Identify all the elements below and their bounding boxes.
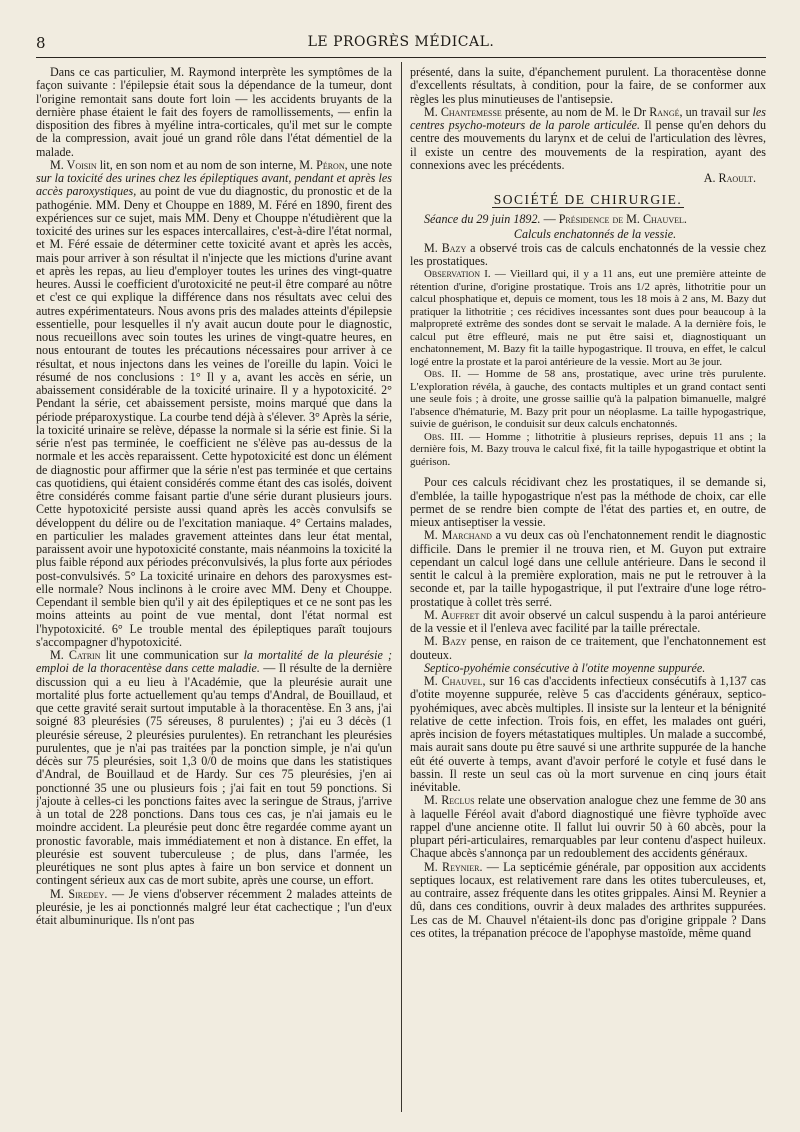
subtitle-calculs: Calculs enchatonnés de la vessie. (513, 226, 677, 241)
observation-2: Obs. II. — Homme de 58 ans, prostatique, avec urine très purulente. L'exploration révéla, à gauche, des contacts multiples et un grand contact senti une seule fois ; à droite, une grosse saillie qu'à la palpation bimanuelle, malgré l'absence d'hématurie, M. Bazy prit pour un néoplasme. La taille hypogastrique, suivie de guérison, le conduisit sur deux calculs enchatonnés. (410, 368, 766, 431)
author-range: Rangé (649, 104, 680, 119)
paragraph-reynier: M. Reynier. — La septicémie générale, par opposition aux accidents septiques locaux, est relativement rare dans les otites tuberculeuses, et, au contraire, assez fréquente dans les otites grippales. Ainsi M. Reynier a dû, dans ces conditions, ouvrir à deux malades des arthrites suppurées. Les cas de M. Chauvel n'étaient-ils donc pas d'origine grippale ? Dans ces otites, la trépanation précoce de l'apophyse mastoïde, même quand (410, 859, 766, 940)
session-line: Séance du 29 juin 1892. — Présidence de M. Chauvel. (424, 212, 687, 227)
observation-1: Observation I. — Vieillard qui, il y a 11 ans, eut une première atteinte de rétention d'urine, d'origine prostatique. Trois ans 1/2 après, lithotritie pour un calcul phosphatique et, depuis ce moment, tous les 18 mois à 2 ans, M. Bazy dut pratiquer la lithotritie ; ces récidives incessantes sont dues pour beaucoup à la malpropreté extrême des sondes dont se servait le malade. A la dernière fois, le calcul put être effleuré, mais ne put être saisi et, diagnostiquant un enchatonnement, M. Bazy fit la taille hypogastrique. Il trouva, en effet, le calcul logé entre la prostate et la paroi antérieure de la vessie. Mort au 3e jour. (410, 268, 766, 368)
page-header (36, 34, 766, 56)
paragraph-auffret: M. Auffret dit avoir observé un calcul suspendu à la paroi antérieure de la vessie et il l'enleva avec facilité par la taille prérectale. (410, 607, 766, 635)
paragraph-continuation: présenté, dans la suite, d'épanchement purulent. La thoracentèse donne d'excellents résultats, à condition, pour la faire, de se conformer aux règles les plus minutieuses de l'antisepsie. (410, 66, 766, 106)
paragraph-chauvel: M. Chauvel, sur 16 cas d'accidents infectieux consécutifs à 1,137 cas d'otite moyenne suppurée, relève 5 cas d'accidents généraux, septico-pyohémiques, avec abcès multiples. Il insiste sur la lenteur et la bénignité relative de cette infection. Trois fois, en effet, les malades ont guéri, après incision de foyers métastatiques multiples. Un malade a succombé, mais aurait sans doute pu être sauvé si une arthrite suppurée de la hanche eût été ouverte à temps, avant d'avoir perforé le cotyle et fusé dans le bassin. Il reste un seul cas où la mort survenue en cinq jours était inévitable. (410, 674, 766, 794)
running-title: LE PROGRÈS MÉDICAL. (307, 34, 495, 50)
author-chantemesse: M. Chantemesse (424, 104, 502, 119)
author-bazy: M. Bazy (424, 240, 467, 255)
paragraph-marchand: M. Marchand a vu deux cas où l'enchatonnement rendit le diagnostic difficile. Dans le premier il ne trouva rien, et M. Guyon put extraire cependant un calcul logé dans une cellule antérieure. Dans le second il sentit le calcul à la première exploration, mais ne put le retrouver à la seconde et, par la taille hypogastrique, il put l'extraire d'une loge rétro-prostatique à collet très serré. (410, 528, 766, 609)
paragraph-reclus: M. Reclus relate une observation analogue chez une femme de 30 ans à laquelle Féréol avait d'abord diagnostiqué une fièvre typhoïde avec rappel d'une ancienne otite. Il fallut lui ouvrir 50 à 60 abcès, pour la plupart péri-articulaires, remarquables par leur contenu d'aspect huileux. Chaque abcès s'annonça par un redoublement des accidents généraux. (410, 793, 766, 861)
observation-3: Obs. III. — Homme ; lithotritie à plusieurs reprises, depuis 11 ans ; la dernière fois, M. Bazy trouva le calcul fixé, fit la taille hypogastrique et obtint la guérison. (410, 430, 766, 468)
right-column (410, 66, 766, 1116)
author-reclus: M. Reclus (424, 793, 475, 808)
author-catrin: M. Catrin (50, 648, 101, 662)
paragraph-chantemesse: M. Chantemesse présente, au nom de M. le Dr Rangé, un travail sur les centres psycho-moteurs de la parole articulée. Il pense qu'en dehors du centre des mouvements du larynx et de celui de l'articulation des lèvres, il existe un centre des mouvements de la respiration, ayant des connexions avec les précédents. (410, 104, 766, 172)
author-reynier: M. Reynier (424, 859, 480, 874)
title-pleuresie: la mortalité de la pleurésie ; emploi de la thoracentèse dans cette maladie. (36, 648, 392, 676)
paragraph-recidive: Pour ces calculs récidivant chez les prostatiques, il se demande si, d'emblée, la taille hypogastrique n'est pas la méthode de choix, car elle permet de se rendre bien compte de l'état des parties et, en outre, de mieux antiseptiser la vessie. (410, 475, 766, 529)
paragraph-bazy: M. Bazy a observé trois cas de calculs enchatonnés de la vessie chez les prostatiques. (410, 240, 766, 268)
subtitle-septico: Septico-pyohémie consécutive à l'otite moyenne suppurée. (424, 660, 706, 675)
title-centres: les centres psycho-moteurs de la parole articulée. (410, 104, 766, 132)
left-column (36, 66, 392, 1116)
header-rule (36, 57, 766, 58)
author-chauvel: M. Chauvel (424, 674, 483, 688)
author-siredey: M. Siredey (50, 886, 105, 901)
column-divider (401, 62, 402, 1112)
page-number: 8 (36, 34, 46, 52)
title-toxicite: sur la toxicité des urines chez les épileptiques avant, pendant et après les accès paroxystiques, (36, 171, 392, 199)
section-title: SOCIÉTÉ DE CHIRURGIE. (493, 192, 683, 208)
signature: A. Raoult. (703, 171, 756, 185)
paragraph-raymond: Dans ce cas particulier, M. Raymond interprète les symptômes de la façon suivante : l'épilepsie était sous la dépendance de la tumeur, dont l'origine remontait sans doute fort loin — les accidents bruyants de la dernière phase étaient le fait des foyers de ramollissements, — enfin la disposition des fibres à myéline intra-corticales, qu'il met sur le compte de la compression, avait joué un grand rôle dans l'état démentiel de la malade. (36, 66, 392, 159)
paragraph-voisin: M. Voisin lit, en son nom et au nom de son interne, M. Péron, une note sur la toxicité des urines chez les épileptiques avant, pendant et après les accès paroxystiques, au point de vue du diagnostic, du pronostic et de la pathogénie. MM. Deny et Chouppe en 1889, M. Féré en 1890, firent des expériences sur ce sujet, mais MM. Deny et Chouppe n'étudièrent que la toxicité des urines sur les espaces intercallaires, c'est-à-dire l'état normal, et M. Féré essaie de déterminer cette toxicité avant et après les accès, mais pour arriver à son résultat il n'injecte que les mictions d'urine avant et après les repas, au lieu d'employer toutes les urines des vingt-quatre heures. Aussi le coefficient d'urotoxicité ne peut-il être comparé au nôtre et c'est ce qui explique la différence dans nos résultats avec celui des autres expérimentateurs. Nous avons pris des malades atteints d'épilepsie essentielle, pour lesquelles il n'y avait aucun doute pour le diagnostic, nous recueillons avec soin toutes les urines de vingt-quatre heures, en nous entourant de toutes les précautions nécessaires pour arriver à ce résultat, et nous injectons dans les veines de l'oreille du lapin. Voici le résumé de nos conclusions : 1° Il y a, avant les accès en série, un abaissement considérable de la toxicité urinaire. Il y a hypotoxicité. 2° Pendant la série, cet abaissement persiste, moins marqué que dans la période préparoxystique. La courbe tend déjà à s'élever. 3° Après la série, la toxicité urinaire se relève, dépasse la normale si la série est finie. Si la série n'est pas terminée, le coefficient ne s'élève pas au-dessus de la normale et les accès reparaissent. Cette hypotoxicité est donc un élément de diagnostic pour affirmer que la série n'est pas terminée et que certains cas quotidiens, qui étaient considérés comme étant des cas isolés, doivent être considérés comme faisant partie d'une série durant plusieurs jours. Cette hypotoxicité persiste aussi quand après les accès convulsifs se développent du délire ou de l'excitation maniaque. 4° Certains malades, en particulier les malades gravement atteintes dans leur état mental, paraissent avoir une hypotoxicité constante, mais néanmoins la toxicité la plus faible répond aux périodes préconvulsivés, la plus forte aux périodes post-convulsivés. 5° La toxicité urinaire en dehors des paroxysmes est-elle normale? Nous inclinons à le croire avec MM. Deny et Chouppe. Cependant il semble bien qu'il y ait des épileptiques et ce ne sont pas les moins atteints au point de vue mental, dont l'état normal est l'hypotoxicité. 6° Le trouble mental des épileptiques paraît toujours s'accompagner d'hypotoxicité. (36, 157, 392, 649)
author-marchand: M. Marchand (424, 528, 492, 543)
author-voisin: M. Voisin (50, 157, 97, 172)
author-auffret: M. Auffret (424, 607, 480, 622)
author-peron: Péron (316, 157, 345, 172)
paragraph-bazy-2: M. Bazy pense, en raison de ce traitement, que l'enchatonnement est douteux. (410, 634, 766, 662)
paragraph-catrin: M. Catrin lit une communication sur la mortalité de la pleurésie ; emploi de la thoracentèse dans cette maladie. — Il résulte de la dernière discussion qui a eu lieu à l'Académie, que la pleurésie aurait une mortalité plus forte actuellement qu'au temps d'Andral, de Bouillaud, et que cette gravité serait surtout imputable à la thoracentèse. En 3 ans, j'ai soigné 83 pleurésies (75 séreuses, 8 purulentes) ; j'ai eu 3 décès (1 pleurésie séreuse, 2 pleurésies purulentes). En retranchant les pleurésies purulentes, que je n'ai pas traitées par la ponction simple, je n'ai qu'un décès sur 75 pleurésies, soit 1,3 0/0 de moins que dans les statistiques d'Andral, de Bouillaud et de Hardy. Sur ces 75 pleurésies, j'en ai ponctionné 35 une ou plusieurs fois ; j'ai fait en tout 59 ponctions. Si j'ajoute à celles-ci les ponctions faites avec la seringue de Straus, j'arrive à un total de 228 ponctions. Dans tous ces cas, je n'ai jamais eu le moindre accident. La pleurésie peut donc être regardée comme ayant un pronostic favorable, mais immédiatement et non à distance. En effet, la pleurésie est souvent tuberculeuse ; de plus, dans l'armée, les pleurétiques ne sont plus aptes à faire un bon service et donnent un contingent sérieux aux cas de mort subite, après une course, un effort. (36, 648, 392, 888)
paragraph-siredey: M. Siredey. — Je viens d'observer récemment 2 malades atteints de pleurésie, je les ai ponctionnés malgré leur état cachectique ; l'un d'eux était albuminurique. Ils n'ont pas (36, 886, 392, 927)
